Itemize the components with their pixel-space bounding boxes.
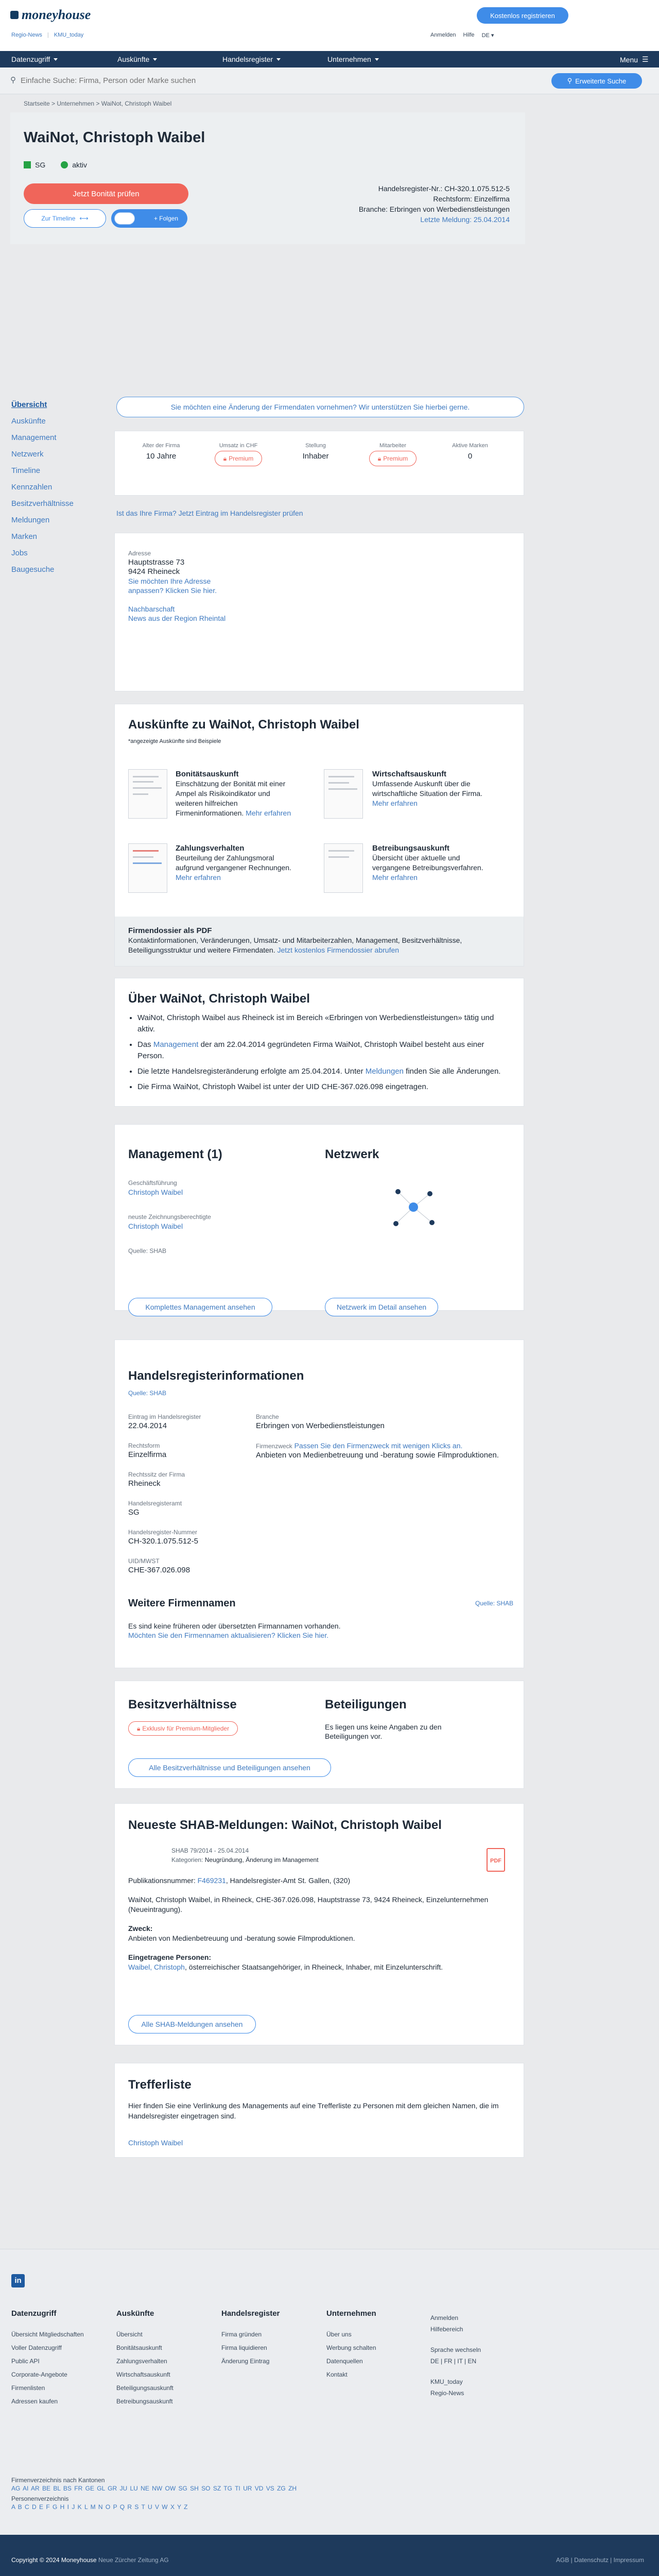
report-betreibung: Betreibungsauskunft Übersicht über aktuelle und vergangene Betreibungsverfahren. Mehr erfahren	[372, 844, 483, 882]
menu-button[interactable]: Menu ☰	[620, 55, 649, 64]
dossier-link[interactable]: Jetzt kostenlos Firmendossier abrufen	[277, 946, 400, 954]
management-link[interactable]: Management	[153, 1040, 199, 1049]
region-news-link[interactable]: News aus der Region Rheintal	[128, 614, 226, 622]
report-thumbnail	[128, 769, 167, 819]
sidenav-meldungen[interactable]: Meldungen	[11, 516, 50, 524]
ownership-card	[114, 1681, 524, 1789]
canton-links[interactable]: AG AI AR BE BL BS FR GE GL GR JU LU NE NW OW SG SH SO SZ TG TI UR VD VS ZG ZH	[11, 2485, 297, 2492]
filter-icon: ⚲	[567, 77, 573, 84]
reports-card	[114, 704, 524, 967]
nav-handelsregister[interactable]: Handelsregister	[222, 55, 281, 63]
follow-toggle[interactable]	[114, 212, 135, 225]
letter-links[interactable]: A B C D E F G H I J K L M N O P Q R S T U V W X Y Z	[11, 2503, 188, 2511]
network-graph[interactable]	[383, 1181, 444, 1233]
header-right-links	[430, 32, 494, 39]
section-nav	[11, 397, 74, 578]
hr-facts-left: Eintrag im Handelsregister 22.04.2014 Rechtsform Einzelfirma Rechtssitz der Firma Rheineck Handelsregisteramt SG Handelsregister-Nummer CH-320.1.075.512-5 UID/MWST CHE-367.026.098	[128, 1413, 201, 1574]
follow-button[interactable]: + Folgen	[111, 209, 187, 228]
kpi-position: Stellung Inhaber	[302, 443, 329, 461]
more-link[interactable]: Mehr erfahren	[372, 873, 418, 882]
own-company-link[interactable]: Ist das Ihre Firma? Jetzt Eintrag im Handelsregister prüfen	[116, 509, 303, 517]
sidenav-management[interactable]: Management	[11, 433, 57, 442]
breadcrumb[interactable]: Startseite > Unternehmen > WaiNot, Christoph Waibel	[24, 100, 172, 107]
active-dot-icon	[61, 161, 68, 168]
canton-directory: Firmenverzeichnis nach Kantonen AG AI AR BE BL BS FR GE GL GR JU LU NE NW OW SG SH SO SZ TG TI UR VD VS ZG ZH Personenverzeichnis A B C D E F G H I J K L M N O P Q R S T U V W X Y Z	[11, 2477, 297, 2511]
sidenav-timeline[interactable]: Timeline	[11, 466, 41, 475]
dossier-box: Firmendossier als PDF Kontaktinformationen, Veränderungen, Umsatz- und Mitarbeiterzahlen, Management, Besitzverhältnisse, Beteiligungsstruktur und weitere Firmendaten. Jetzt kostenlos Firmendossier abrufen	[115, 917, 524, 966]
copyright-bar	[0, 2535, 659, 2576]
report-wirtschaft: Wirtschaftsauskunft Umfassende Auskunft über die wirtschaftliche Situation der Firma. Mehr erfahren	[372, 770, 482, 807]
last-message-link[interactable]: Letzte Meldung: 25.04.2014	[420, 215, 510, 224]
about-card	[114, 978, 524, 1107]
report-zahlung: Zahlungsverhalten Beurteilung der Zahlungsmoral aufgrund vergangener Rechnungen. Mehr erfahren	[176, 844, 291, 882]
chevron-down-icon	[54, 58, 58, 61]
lock-icon: 🔒︎	[223, 454, 227, 462]
hr-source: Quelle: SHAB	[128, 1389, 167, 1397]
footer-col-datenzugriff: Datenzugriff Übersicht Mitgliedschaften Voller Datenzugriff Public API Corporate-Angebote Firmenlisten Adressen kaufen	[11, 2309, 84, 2405]
change-data-banner[interactable]: Sie möchten eine Änderung der Firmendaten vornehmen? Wir unterstützen Sie hierbei gerne.	[116, 397, 524, 417]
sidenav-marken[interactable]: Marken	[11, 532, 38, 541]
legal-form: Rechtsform: Einzelfirma	[433, 195, 510, 203]
company-facts	[278, 183, 510, 225]
about-item: • WaiNot, Christoph Waibel aus Rheineck ist im Bereich «Erbringen von Werbedienstleistungen» tätig und aktiv.	[137, 1012, 509, 1035]
sidenav-netzwerk[interactable]: Netzwerk	[11, 450, 44, 459]
reports-note: *angezeigte Auskünfte sind Beispiele	[128, 738, 221, 744]
management-source: Quelle: SHAB	[128, 1247, 167, 1255]
manager-link[interactable]: Christoph Waibel	[128, 1188, 183, 1196]
more-link[interactable]: Mehr erfahren	[372, 799, 418, 807]
nav-unternehmen[interactable]: Unternehmen	[327, 55, 379, 63]
footer-col-handelsregister: Handelsregister Firma gründen Firma liquidieren Änderung Eintrag	[221, 2309, 280, 2365]
premium-badge[interactable]: 🔒︎ Exklusiv für Premium-Mitglieder	[128, 1721, 238, 1736]
linkedin-icon[interactable]: in	[11, 2274, 25, 2287]
person-link[interactable]: Waibel, Christoph	[128, 1963, 185, 1971]
logo-mark-icon	[10, 11, 19, 19]
check-credit-button[interactable]: Jetzt Bonität prüfen	[24, 183, 188, 204]
copyright-text: Copyright © 2024 Moneyhouse Neue Zürcher Zeitung AG	[11, 2556, 169, 2564]
premium-badge[interactable]: 🔒︎ Premium	[215, 451, 262, 466]
hits-title: Trefferliste	[128, 2078, 192, 2092]
hr-facts-right: Branche Erbringen von Werbedienstleistungen Firmenzweck Passen Sie den Firmenzweck mit wenigen Klicks an. Anbieten von Medienbetreuung und -beratung sowie Filmproduktionen.	[256, 1413, 499, 1460]
chevron-down-icon	[153, 58, 157, 61]
top-header	[0, 0, 659, 51]
about-title: Über WaiNot, Christoph Waibel	[128, 992, 310, 1006]
address-card	[114, 533, 524, 691]
report-thumbnail	[324, 769, 363, 819]
regio-news-link[interactable]: Regio-News	[11, 32, 42, 38]
sidenav-besitz[interactable]: Besitzverhältnisse	[11, 499, 74, 508]
legal-links[interactable]: AGB | Datenschutz | Impressum	[556, 2556, 644, 2564]
kpi-brands: Aktive Marken 0	[452, 443, 488, 461]
network-detail-button[interactable]: Netzwerk im Detail ansehen	[325, 1298, 438, 1316]
address-label: Adresse	[128, 550, 151, 557]
status-badges	[24, 161, 87, 169]
network-title: Netzwerk	[325, 1147, 379, 1161]
publication-link[interactable]: F469231	[197, 1876, 226, 1885]
sidenav-jobs[interactable]: Jobs	[11, 549, 28, 557]
sidenav-auskunfte[interactable]: Auskünfte	[11, 417, 46, 426]
kpi-revenue: Umsatz in CHF 🔒︎ Premium	[202, 443, 274, 466]
all-management-button[interactable]: Komplettes Management ansehen	[128, 1298, 272, 1316]
hamburger-icon: ☰	[642, 55, 649, 63]
former-names-text: Es sind keine früheren oder übersetzten Firmannamen vorhanden. Möchten Sie den Firmennamen aktualisieren? Klicken Sie hier.	[128, 1622, 341, 1639]
header-sublinks: Regio-News | KMU_today	[11, 32, 84, 38]
address-street: Hauptstrasse 73	[128, 558, 185, 567]
page-title: WaiNot, Christoph Waibel	[24, 129, 205, 146]
change-purpose-link[interactable]: Passen Sie den Firmenzweck mit wenigen Klicks an.	[294, 1442, 463, 1450]
kmu-today-link[interactable]: KMU_today	[54, 32, 84, 38]
sidenav-ubersicht[interactable]: Übersicht	[11, 400, 47, 409]
messages-link[interactable]: Meldungen	[365, 1067, 404, 1076]
update-name-link[interactable]: Möchten Sie den Firmennamen aktualisieren? Klicken Sie hier.	[128, 1631, 329, 1639]
footer-col-unternehmen: Unternehmen Über uns Werbung schalten Datenquellen Kontakt	[326, 2309, 376, 2378]
timeline-button[interactable]: Zur Timeline ⟷	[24, 209, 106, 228]
arrow-line-icon: ⟷	[79, 215, 89, 222]
hr-card	[114, 1340, 524, 1668]
industry: Branche: Erbringen von Werbedienstleistungen	[358, 205, 510, 213]
about-item: • Die letzte Handelsregisteränderung erfolgte am 25.04.2014. Unter Meldungen finden Sie alle Änderungen.	[137, 1066, 509, 1077]
hr-title: Handelsregisterinformationen	[128, 1369, 304, 1383]
footer-col-auskunfte: Auskünfte Übersicht Bonitätsauskunft Zahlungsverhalten Wirtschaftsauskunft Beteiligungsauskunft Betreibungsauskunft	[116, 2309, 174, 2405]
shab-card	[114, 1803, 524, 2045]
register-button[interactable]: Kostenlos registrieren	[477, 7, 568, 24]
management-title: Management (1)	[128, 1147, 222, 1161]
about-item: • Die Firma WaiNot, Christoph Waibel ist unter der UID CHE-367.026.098 eingetragen.	[137, 1081, 509, 1093]
login-link[interactable]: Anmelden	[430, 32, 456, 38]
management-card: Management (1) Geschäftsführung Christoph Waibel neuste Zeichnungsberechtigte Christoph Waibel Quelle: SHAB Komplettes Management ansehen Netzwerk Netzwerk im Detail ansehen	[114, 1124, 524, 1311]
shab-body: Publikationsnummer: F469231, Handelsregister-Amt St. Gallen, (320) WaiNot, Christoph Waibel, in Rheineck, CHE-367.026.098, Hauptstrasse 73, 9424 Rheineck, Einzelunternehmen (Neueintragung). Zweck: Anbieten von Medienbetreuung und -beratung sowie Filmproduktionen. Eingetragene Personen: Waibel, Christoph, österreichischer Staatsangehöriger, in Rheineck, Inhaber, mit Einzelunterschrift.	[128, 1876, 489, 1971]
main-nav	[0, 51, 659, 67]
search-input[interactable]	[21, 73, 535, 88]
about-item: • Das Management der am 22.04.2014 gegründeten Firma WaiNot, Christoph Waibel besteht aus einer Person.	[137, 1039, 509, 1062]
premium-badge[interactable]: 🔒︎ Premium	[369, 451, 417, 466]
shab-title: Neueste SHAB-Meldungen: WaiNot, Christoph Waibel	[128, 1818, 442, 1832]
report-thumbnail	[324, 843, 363, 893]
kpi-card	[114, 431, 524, 496]
address-city: 9424 Rheineck	[128, 567, 180, 576]
former-names-title: Weitere Firmennamen	[128, 1598, 236, 1609]
moneyhouse-logo[interactable]: moneyhouse	[10, 7, 91, 23]
more-link[interactable]: Mehr erfahren	[246, 809, 291, 817]
sidenav-kennzahlen[interactable]: Kennzahlen	[11, 483, 53, 492]
report-bonitat: Bonitätsauskunft Einschätzung der Bonität mit einer Ampel als Risikoindikator und weiteren hilfreichen Firmeninformationen. Mehr erfahren	[176, 770, 291, 817]
pdf-icon[interactable]: PDF	[487, 1848, 505, 1872]
hits-text: Hier finden Sie eine Verlinkung des Managements auf eine Trefferliste zu Personen mit dem gleichen Namen, die im Handelsregister eingetragen sind.	[128, 2102, 499, 2120]
signatory-link[interactable]: Christoph Waibel	[128, 1222, 183, 1230]
shab-meta: SHAB 79/2014 - 25.04.2014 Kategorien: Neugründung, Änderung im Management	[171, 1847, 319, 1863]
help-link[interactable]: Hilfe	[463, 32, 475, 38]
footer-language-links[interactable]: DE | FR | IT | EN	[430, 2358, 477, 2365]
former-names-source: Quelle: SHAB	[475, 1600, 514, 1607]
report-thumbnail	[128, 843, 167, 893]
sidenav-baugesuche[interactable]: Baugesuche	[11, 565, 55, 574]
chevron-down-icon	[375, 58, 379, 61]
search-bar	[0, 67, 659, 94]
change-address-link[interactable]: Sie möchten Ihre Adresse anpassen? Klicken Sie hier.	[128, 577, 217, 595]
nav-datenzugriff[interactable]: Datenzugriff	[11, 55, 58, 63]
lock-icon: 🔒︎	[377, 454, 381, 462]
about-list	[128, 1012, 509, 1097]
status-label: aktiv	[72, 161, 88, 169]
kpi-age: Alter der Firma 10 Jahre	[142, 443, 180, 461]
footer	[0, 2249, 659, 2535]
kpi-employees: Mitarbeiter 🔒︎ Premium	[357, 443, 429, 466]
participations-title: Beteiligungen	[325, 1698, 407, 1711]
nav-auskunfte[interactable]: Auskünfte	[117, 55, 157, 63]
all-ownership-button[interactable]: Alle Besitzverhältnisse und Beteiligungen ansehen	[128, 1758, 331, 1777]
more-link[interactable]: Mehr erfahren	[176, 873, 221, 882]
language-select[interactable]: DE ▾	[481, 32, 494, 39]
hits-card	[114, 2063, 524, 2158]
footer-col-account: Anmelden Hilfebereich Sprache wechseln DE | FR | IT | EN KMU_today Regio-News	[430, 2314, 481, 2397]
participations-text: Es liegen uns keine Angaben zu den Beteiligungen vor.	[325, 1723, 442, 1740]
hit-link[interactable]: Christoph Waibel	[128, 2139, 183, 2147]
all-shab-button[interactable]: Alle SHAB-Meldungen ansehen	[128, 2015, 256, 2033]
ownership-title: Besitzverhältnisse	[128, 1698, 237, 1711]
search-icon: ⚲	[10, 76, 16, 84]
chevron-down-icon	[276, 58, 281, 61]
lock-icon: 🔒︎	[137, 1724, 141, 1732]
neighborhood-link[interactable]: Nachbarschaft	[128, 605, 175, 613]
canton-square-icon	[24, 161, 31, 168]
register-number: Handelsregister-Nr.: CH-320.1.075.512-5	[378, 184, 510, 193]
extended-search-button[interactable]: ⚲ Erweiterte Suche	[551, 73, 642, 89]
reports-title: Auskünfte zu WaiNot, Christoph Waibel	[128, 718, 359, 732]
canton-label: SG	[35, 161, 46, 169]
